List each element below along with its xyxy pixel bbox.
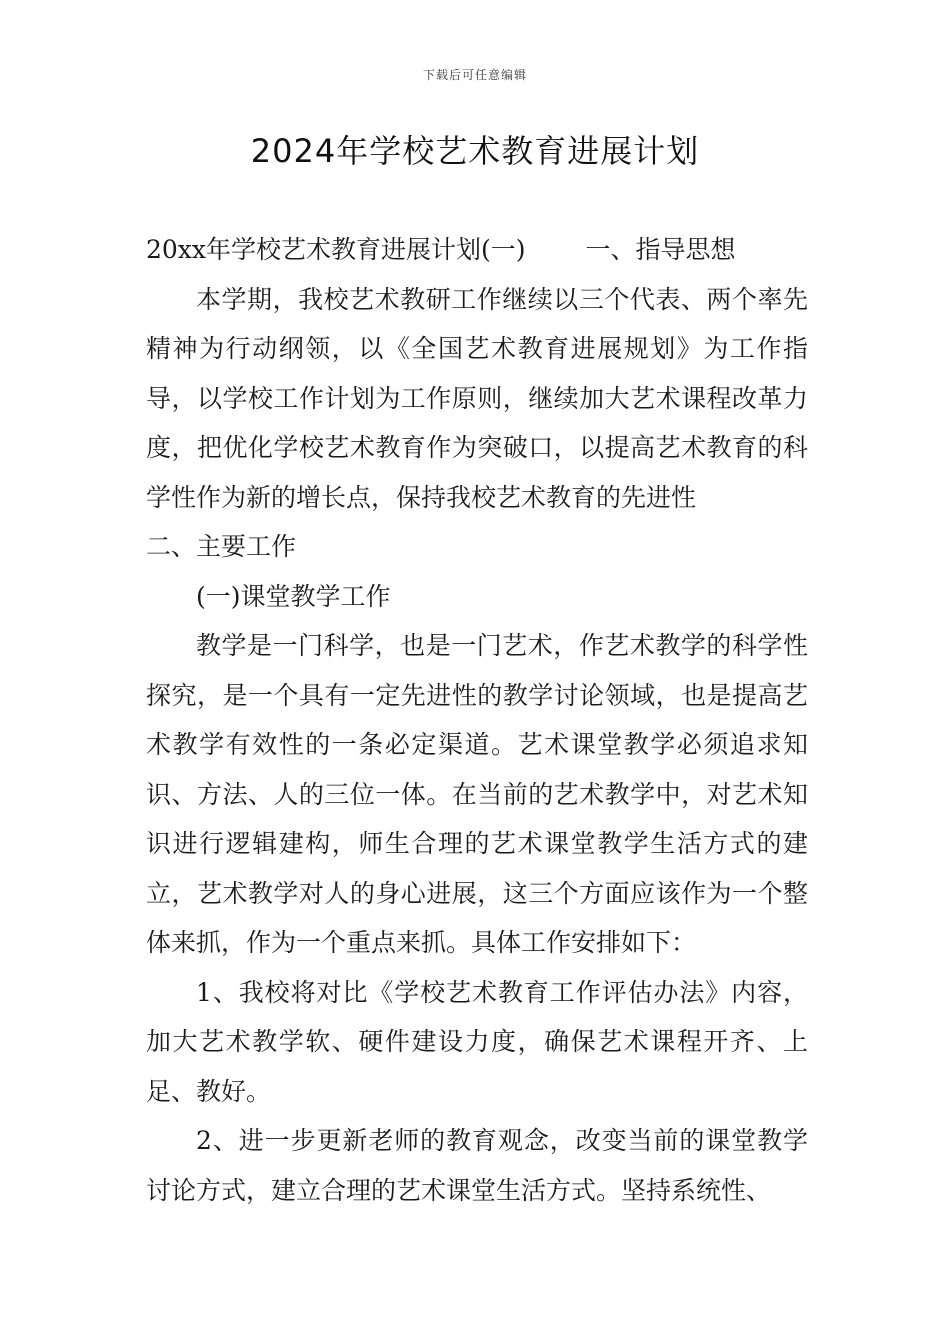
list-item-1: 1、我校将对比《学校艺术教育工作评估办法》内容，加大艺术教学软、硬件建设力度，确保艺术课程开齐、上足、教好。 (146, 977, 808, 1106)
paragraph-teaching: 教学是一门科学，也是一门艺术，作艺术教学的科学性探究，是一个具有一定先进性的教学讨论领域，也是提高艺术教学有效性的一条必定渠道。艺术课堂教学必须追求知识、方法、人的三位一体。在当前的艺术教学中，对艺术知识进行逻辑建构，师生合理的艺术课堂教学生活方式的建立，艺术教学对人的身心进展，这三个方面应该作为一个整体来抓，作为一个重点来抓。具体工作安排如下： (146, 631, 808, 957)
document-body (146, 225, 808, 1215)
intro-line (146, 225, 808, 275)
section-heading-guiding-thought: 一、指导思想 (585, 235, 736, 264)
list-item-2: 2、进一步更新老师的教育观念，改变当前的课堂教学讨论方式，建立合理的艺术课堂生活方式。坚持系统性、 (146, 1126, 808, 1205)
document-title: 2024年学校艺术教育进展计划 (250, 132, 700, 170)
paragraph-guiding-thought: 本学期，我校艺术教研工作继续以三个代表、两个率先精神为行动纲领，以《全国艺术教育进展规划》为工作指导，以学校工作计划为工作原则，继续加大艺术课程改革力度，把优化学校艺术教育作为突破口，以提高艺术教育的科学性作为新的增长点，保持我校艺术教育的先进性 (146, 284, 808, 512)
plan-subtitle: 20xx年学校艺术教育进展计划(一) (146, 235, 526, 264)
header-note: 下载后可任意编辑 (422, 68, 527, 82)
section-heading-main-work: 二、主要工作 (146, 532, 297, 561)
subsection-heading-classroom-teaching: (一)课堂教学工作 (196, 581, 391, 611)
